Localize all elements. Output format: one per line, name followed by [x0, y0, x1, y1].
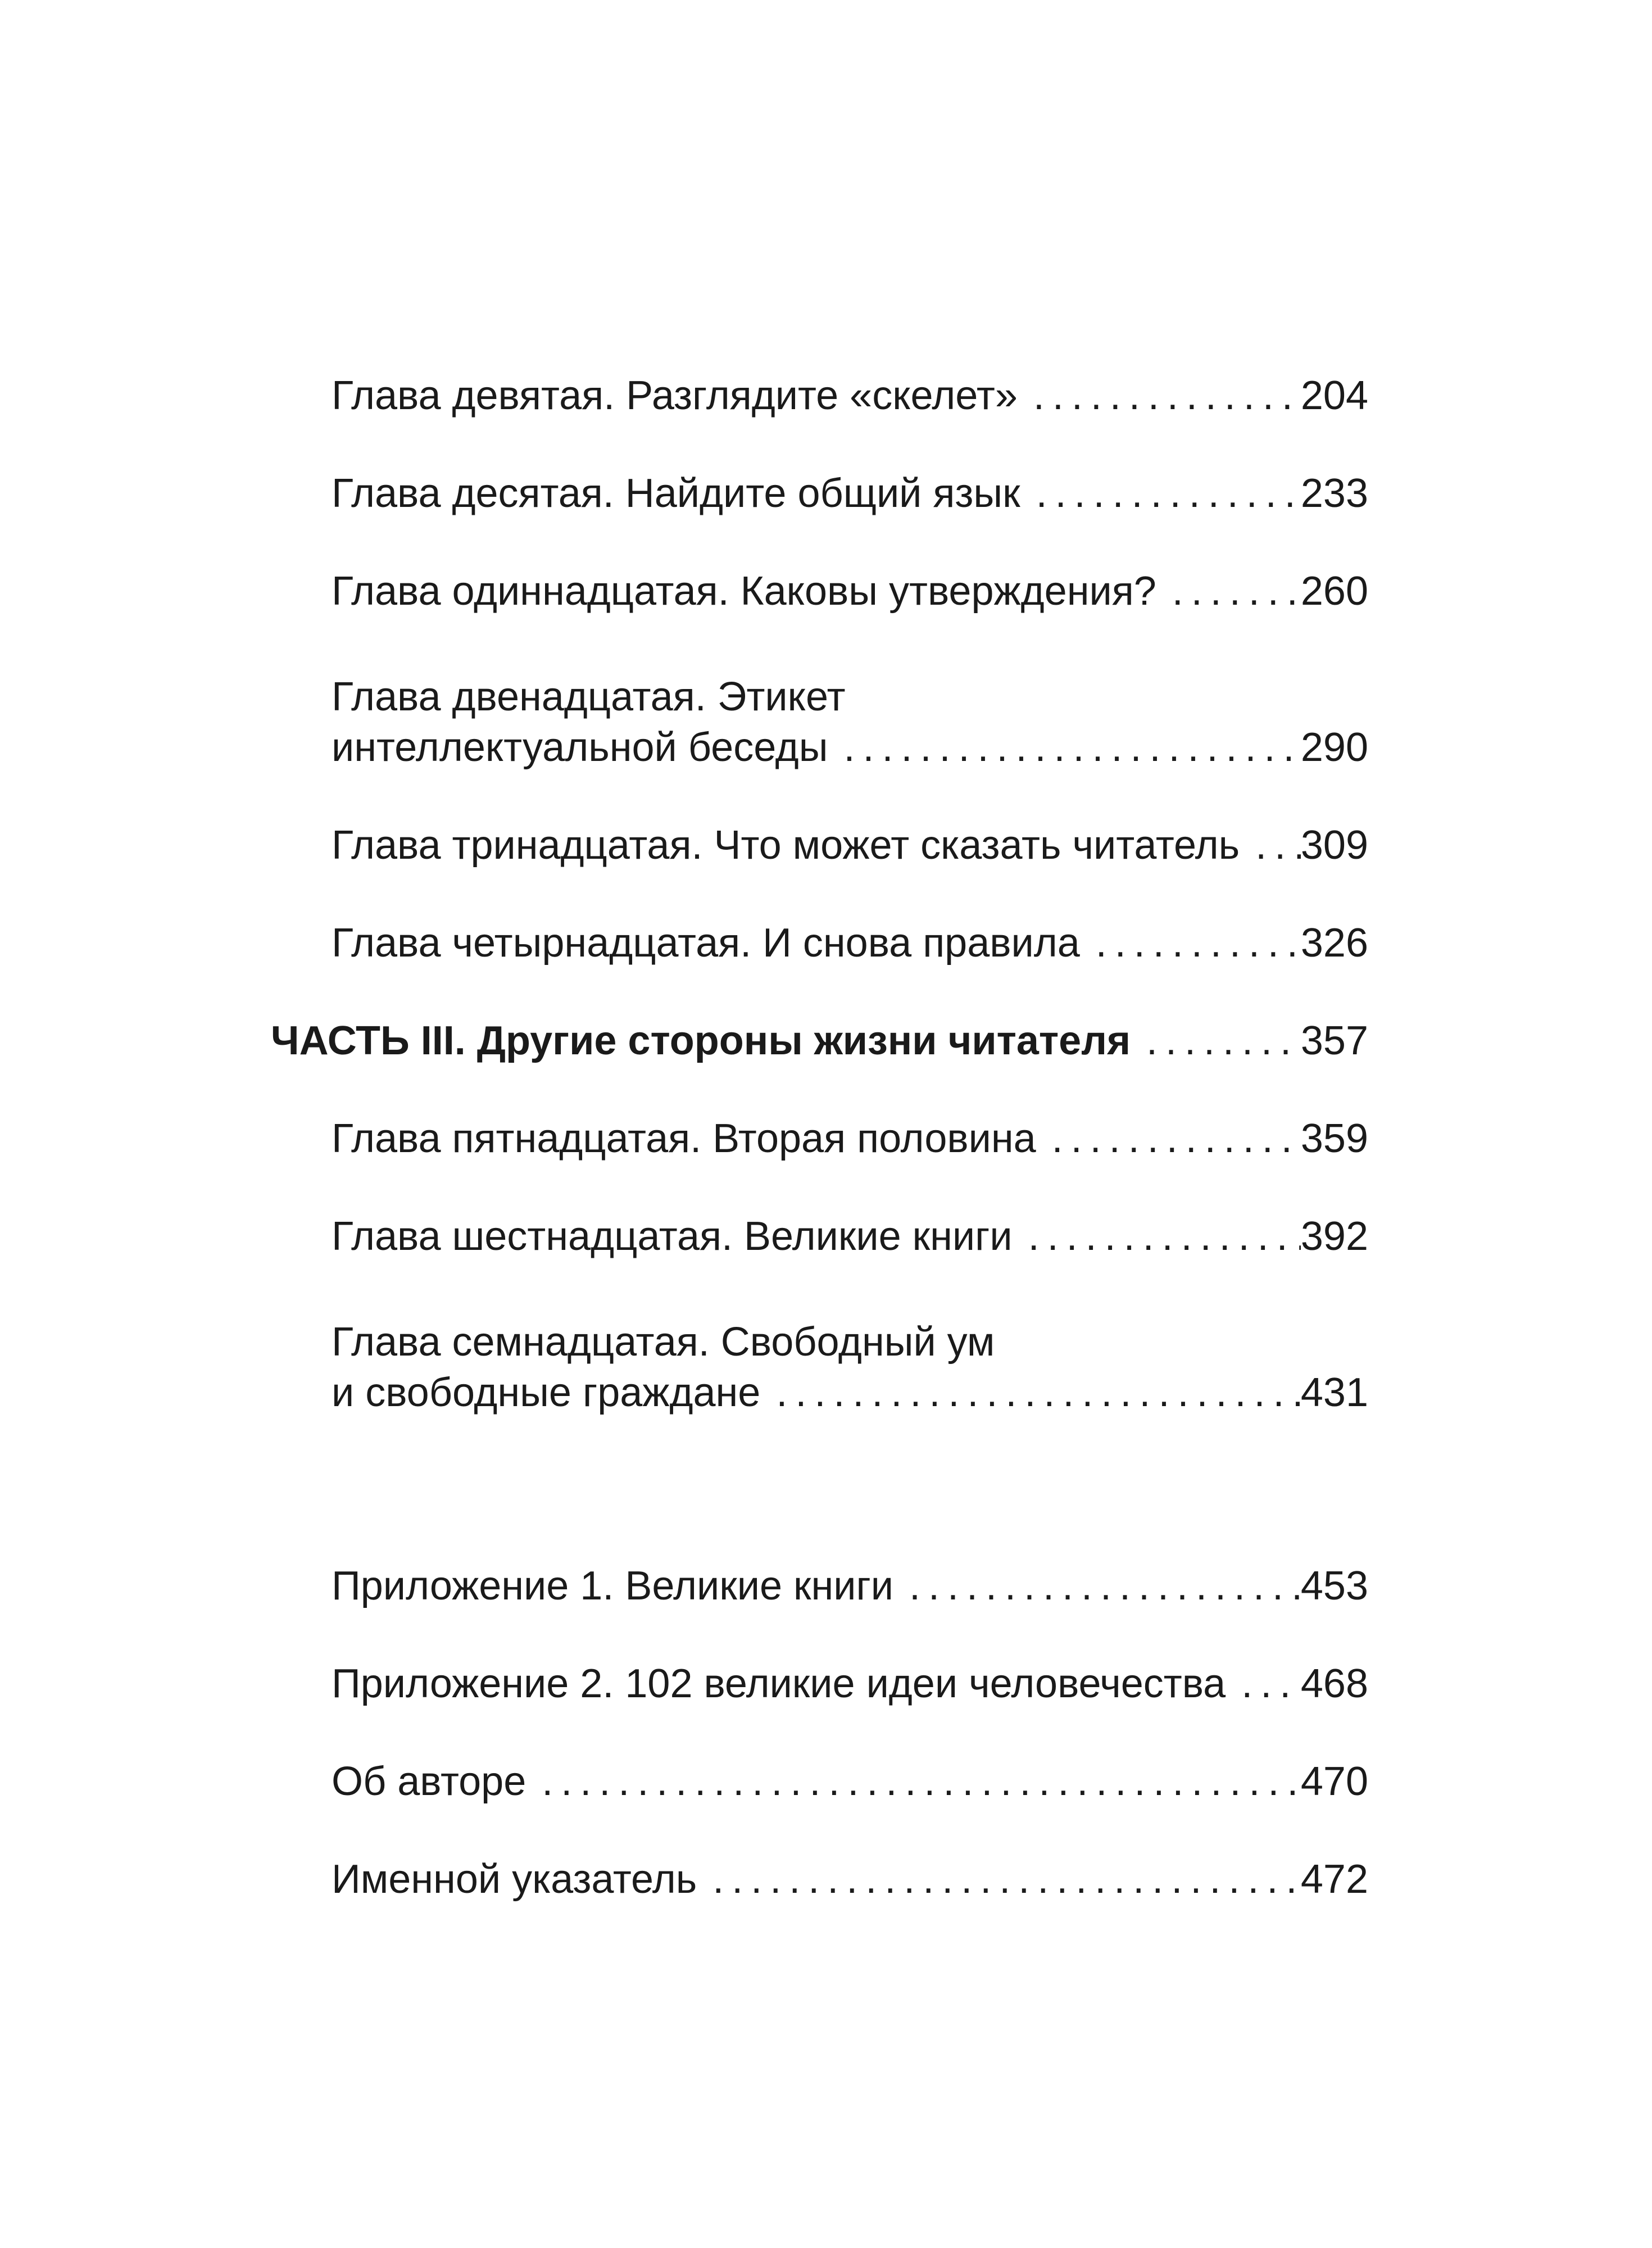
toc-page-number: 431: [1300, 1370, 1368, 1415]
toc-entry[interactable]: [332, 1216, 1368, 1257]
toc-entry[interactable]: [332, 823, 1368, 868]
dot-leader: [828, 727, 1300, 768]
toc-page-number: 357: [1300, 1018, 1368, 1063]
toc-line: [332, 1216, 1368, 1257]
dot-leader: [893, 1566, 1301, 1606]
toc-entry-title: Приложение 2. 102 великие идеи человечества: [332, 1661, 1226, 1706]
toc-line: [332, 921, 1368, 966]
toc-line: [271, 1018, 1368, 1063]
toc-page-number: 392: [1300, 1214, 1368, 1259]
toc-entry-title: Об авторе: [332, 1759, 527, 1804]
toc-part-heading[interactable]: [271, 1018, 1368, 1063]
toc-line: [332, 569, 1368, 614]
toc-entry-title: Глава десятая. Найдите общий язык: [332, 471, 1020, 516]
dot-leader: [760, 1372, 1301, 1413]
dot-leader: [1020, 473, 1301, 514]
dot-leader: [1226, 1664, 1301, 1704]
toc-line: [332, 375, 1368, 416]
toc-page-number: 453: [1300, 1563, 1368, 1608]
toc-entry-title-continued: интеллектуальной беседы: [332, 725, 828, 770]
toc-entry[interactable]: [332, 1661, 1368, 1706]
toc-page-number: 472: [1300, 1857, 1368, 1902]
toc-entry[interactable]: [332, 375, 1368, 416]
dot-leader: [697, 1859, 1301, 1900]
toc-entry-title: Именной указатель: [332, 1857, 697, 1902]
toc-entry-title: Глава шестнадцатая. Великие книги: [332, 1214, 1013, 1259]
toc-line: [332, 1661, 1368, 1706]
toc-page-number: 204: [1300, 373, 1368, 418]
toc-entry[interactable]: [332, 1563, 1368, 1608]
toc-line: [332, 823, 1368, 868]
toc-entry-title: Глава одиннадцатая. Каковы утверждения?: [332, 569, 1156, 614]
toc-line: [332, 1761, 1368, 1802]
toc-page-number: 470: [1300, 1759, 1368, 1804]
toc-line: [332, 473, 1368, 514]
toc-entry[interactable]: [332, 569, 1368, 614]
toc-line: [332, 1320, 1368, 1365]
toc-entry[interactable]: [332, 674, 1368, 770]
toc-entry-title: Глава пятнадцатая. Вторая половина: [332, 1116, 1036, 1161]
toc-entry[interactable]: [332, 921, 1368, 966]
toc-line: [332, 1372, 1368, 1413]
toc-entry-title: Глава четырнадцатая. И снова правила: [332, 921, 1080, 966]
toc-page-number: 468: [1300, 1661, 1368, 1706]
dot-leader: [1240, 825, 1301, 865]
toc-entry-title-continued: и свободные граждане: [332, 1370, 761, 1415]
toc-entry-title: Глава семнадцатая. Свободный ум: [332, 1320, 995, 1365]
toc-page-number: 233: [1300, 471, 1368, 516]
dot-leader: [1156, 571, 1301, 611]
toc-entry[interactable]: [332, 1761, 1368, 1802]
dot-leader: [1080, 923, 1301, 963]
dot-leader: [1131, 1021, 1301, 1061]
toc-line: [332, 1118, 1368, 1159]
toc-entry[interactable]: [332, 473, 1368, 514]
toc-page-number: 260: [1300, 569, 1368, 614]
dot-leader: [526, 1761, 1301, 1802]
toc-line: [332, 1563, 1368, 1608]
toc-entry-title: Глава девятая. Разглядите «скелет»: [332, 373, 1018, 418]
dot-leader: [1013, 1216, 1301, 1257]
toc-entry[interactable]: [332, 1322, 1368, 1413]
toc-entry[interactable]: [332, 1118, 1368, 1159]
toc-entry-title: Глава тринадцатая. Что может сказать читатель: [332, 823, 1240, 868]
toc-entry-title: Приложение 1. Великие книги: [332, 1563, 893, 1608]
toc-part-title: ЧАСТЬ III. Другие стороны жизни читателя: [271, 1018, 1131, 1063]
toc-line: [332, 674, 1368, 719]
toc-entry-title: Глава двенадцатая. Этикет: [332, 674, 846, 719]
toc-page-number: 309: [1300, 823, 1368, 868]
toc-page-number: 359: [1300, 1116, 1368, 1161]
toc-entry[interactable]: [332, 1859, 1368, 1900]
dot-leader: [1018, 375, 1301, 416]
toc-page-number: 290: [1300, 725, 1368, 770]
toc-line: [332, 727, 1368, 768]
toc-page-number: 326: [1300, 921, 1368, 966]
toc-line: [332, 1859, 1368, 1900]
dot-leader: [1036, 1118, 1301, 1159]
